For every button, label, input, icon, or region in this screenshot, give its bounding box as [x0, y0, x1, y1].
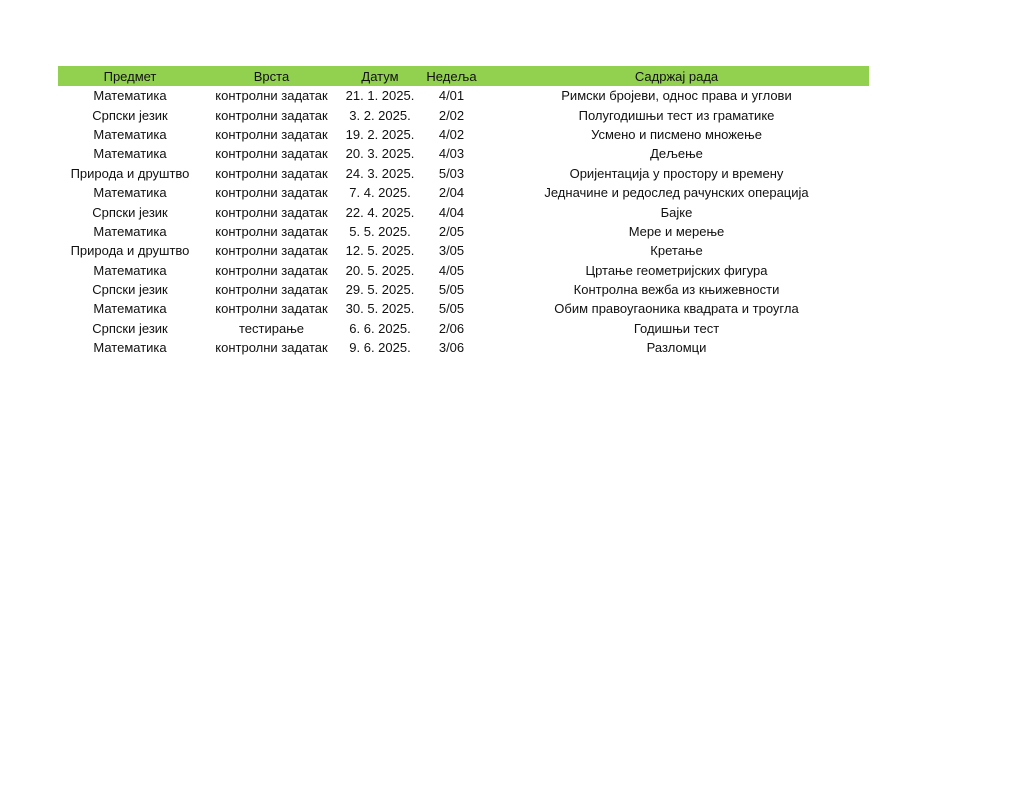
- cell-type[interactable]: контролни задатак: [215, 340, 328, 356]
- cell-subject[interactable]: Математика: [93, 262, 167, 278]
- cell-subject[interactable]: Математика: [93, 301, 167, 317]
- cell-week[interactable]: 5/05: [438, 301, 465, 317]
- cell-week[interactable]: 2/04: [438, 185, 465, 201]
- table-row: [58, 105, 869, 124]
- cell-type[interactable]: тестирање: [238, 320, 304, 336]
- cell-week[interactable]: 3/05: [438, 243, 465, 259]
- header-type[interactable]: Врста: [253, 68, 290, 84]
- header-subject[interactable]: Предмет: [103, 68, 157, 84]
- cell-week[interactable]: 5/05: [438, 282, 465, 298]
- cell-type[interactable]: контролни задатак: [215, 146, 328, 162]
- cell-content[interactable]: Дељење: [650, 146, 703, 162]
- cell-subject[interactable]: Математика: [93, 340, 167, 356]
- header-content[interactable]: Садржај рада: [634, 68, 719, 84]
- cell-content[interactable]: Кретање: [650, 243, 703, 259]
- cell-date[interactable]: 20. 5. 2025.: [345, 262, 415, 278]
- cell-content[interactable]: Разломци: [646, 340, 707, 356]
- cell-date[interactable]: 3. 2. 2025.: [349, 107, 411, 123]
- cell-week[interactable]: 2/05: [438, 223, 465, 239]
- cell-week[interactable]: 4/04: [438, 204, 465, 220]
- table-row: [58, 164, 869, 183]
- cell-week[interactable]: 2/06: [438, 320, 465, 336]
- cell-subject[interactable]: Српски језик: [92, 282, 168, 298]
- cell-date[interactable]: 22. 4. 2025.: [345, 204, 415, 220]
- table-row: [58, 299, 869, 318]
- cell-type[interactable]: контролни задатак: [215, 204, 328, 220]
- cell-type[interactable]: контролни задатак: [215, 243, 328, 259]
- cell-content[interactable]: Годишњи тест: [633, 320, 720, 336]
- cell-content[interactable]: Мере и мерење: [628, 223, 725, 239]
- cell-type[interactable]: контролни задатак: [215, 88, 328, 104]
- header-date[interactable]: Датум: [361, 68, 399, 84]
- test-schedule-table: [58, 66, 869, 357]
- cell-content[interactable]: Римски бројеви, однос права и углови: [561, 88, 792, 104]
- table-row: [58, 125, 869, 144]
- cell-date[interactable]: 5. 5. 2025.: [349, 223, 411, 239]
- cell-content[interactable]: Полугодишњи тест из граматике: [578, 107, 775, 123]
- cell-type[interactable]: контролни задатак: [215, 301, 328, 317]
- cell-week[interactable]: 4/03: [438, 146, 465, 162]
- cell-week[interactable]: 4/01: [438, 88, 465, 104]
- cell-subject[interactable]: Математика: [93, 88, 167, 104]
- cell-week[interactable]: 4/02: [438, 126, 465, 142]
- cell-type[interactable]: контролни задатак: [215, 223, 328, 239]
- cell-type[interactable]: контролни задатак: [215, 165, 328, 181]
- header-week[interactable]: Недеља: [426, 68, 477, 84]
- table-row: [58, 202, 869, 221]
- cell-date[interactable]: 6. 6. 2025.: [349, 320, 411, 336]
- cell-date[interactable]: 20. 3. 2025.: [345, 146, 415, 162]
- cell-subject[interactable]: Математика: [93, 223, 167, 239]
- cell-subject[interactable]: Природа и друштво: [70, 165, 190, 181]
- cell-type[interactable]: контролни задатак: [215, 185, 328, 201]
- cell-subject[interactable]: Српски језик: [92, 204, 168, 220]
- cell-type[interactable]: контролни задатак: [215, 262, 328, 278]
- cell-date[interactable]: 7. 4. 2025.: [349, 185, 411, 201]
- cell-date[interactable]: 29. 5. 2025.: [345, 282, 415, 298]
- cell-subject[interactable]: Српски језик: [92, 107, 168, 123]
- cell-type[interactable]: контролни задатак: [215, 126, 328, 142]
- cell-subject[interactable]: Математика: [93, 146, 167, 162]
- cell-date[interactable]: 24. 3. 2025.: [345, 165, 415, 181]
- cell-date[interactable]: 19. 2. 2025.: [345, 126, 415, 142]
- cell-subject[interactable]: Српски језик: [92, 320, 168, 336]
- cell-date[interactable]: 12. 5. 2025.: [345, 243, 415, 259]
- table-row: [58, 222, 869, 241]
- cell-date[interactable]: 30. 5. 2025.: [345, 301, 415, 317]
- cell-type[interactable]: контролни задатак: [215, 107, 328, 123]
- table-row: [58, 86, 869, 105]
- header-row: [58, 66, 869, 86]
- cell-date[interactable]: 9. 6. 2025.: [349, 340, 411, 356]
- spreadsheet-area: [58, 66, 869, 357]
- table-row: [58, 241, 869, 260]
- cell-content[interactable]: Бајке: [660, 204, 693, 220]
- cell-type[interactable]: контролни задатак: [215, 282, 328, 298]
- cell-content[interactable]: Обим правоугаоника квадрата и троугла: [554, 301, 799, 317]
- table-body: [58, 86, 869, 357]
- cell-subject[interactable]: Природа и друштво: [70, 243, 190, 259]
- table-row: [58, 338, 869, 357]
- cell-week[interactable]: 4/05: [438, 262, 465, 278]
- cell-date[interactable]: 21. 1. 2025.: [345, 88, 415, 104]
- table-row: [58, 183, 869, 202]
- table-row: [58, 261, 869, 280]
- cell-week[interactable]: 2/02: [438, 107, 465, 123]
- cell-week[interactable]: 5/03: [438, 165, 465, 181]
- cell-subject[interactable]: Математика: [93, 126, 167, 142]
- cell-content[interactable]: Једначине и редослед рачунских операција: [544, 185, 809, 201]
- cell-content[interactable]: Оријентација у простору и времену: [569, 165, 784, 181]
- table-row: [58, 144, 869, 163]
- cell-subject[interactable]: Математика: [93, 185, 167, 201]
- cell-week[interactable]: 3/06: [438, 340, 465, 356]
- cell-content[interactable]: Усмено и писмено множење: [591, 126, 762, 142]
- table-row: [58, 319, 869, 338]
- cell-content[interactable]: Контролна вежба из књижевности: [573, 282, 780, 298]
- cell-content[interactable]: Цртање геометријских фигура: [585, 262, 768, 278]
- table-row: [58, 280, 869, 299]
